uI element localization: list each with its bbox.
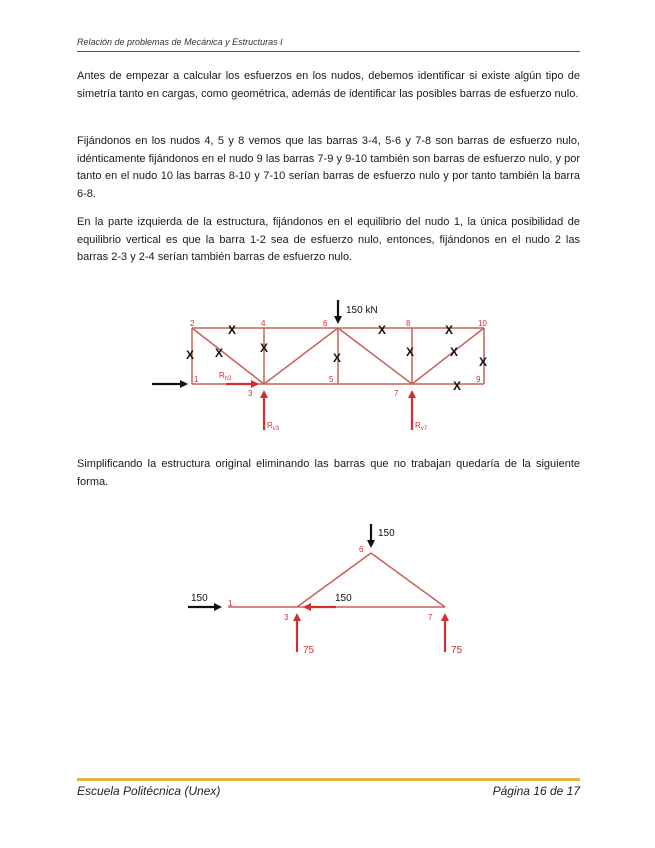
node-label-8: 8 [406, 319, 411, 328]
left-load-label: 150 [191, 593, 208, 604]
zero-force-mark: X [479, 355, 488, 369]
zero-force-mark: X [406, 345, 415, 359]
node-label-5: 5 [329, 375, 334, 384]
node-label-4: 4 [261, 319, 266, 328]
zero-force-mark: X [186, 348, 195, 362]
top-load-label: 150 [378, 528, 395, 539]
paragraph-1: Antes de empezar a calcular los esfuerzos en los nudos, debemos identificar si existe algún tipo de simetría tanto en cargas, como geométrica, además de identificar las posibles barras de esfuerzo nulo. [77, 70, 580, 100]
node-label-9: 9 [476, 375, 481, 384]
bar-6-7 [371, 553, 445, 607]
node-label-7: 7 [394, 389, 399, 398]
zero-force-mark: X [333, 351, 342, 365]
zero-force-mark: X [228, 323, 237, 337]
zero-force-mark: X [445, 323, 454, 337]
zero-force-mark: X [378, 323, 387, 337]
zero-force-mark: X [215, 346, 224, 360]
footer-school: Escuela Politécnica (Unex) [77, 784, 221, 798]
paragraph-2: Fijándonos en los nudos 4, 5 y 8 vemos que las barras 3-4, 5-6 y 7-8 son barras de esfuerzo nulo, idénticamente fijándonos en el nudo 9 las barras 7-9 y 9-10 también son barras de esfuerzo nulo, y por tanto en el nudo 10 las barras 8-10 y 7-10 serían barras de esfuerzo nulo y por tanto también la barra 6-8. [77, 135, 580, 200]
node-label-2: 2 [190, 319, 195, 328]
paragraph-3: En la parte izquierda de la estructura, fijándonos en el equilibrio del nudo 1, la única posibilidad de equilibrio vertical es que la barra 1-2 sea de esfuerzo nulo, entonces, fijándonos en el nudo 2 las barras 2-3 y 2-4 serían también barras de esfuerzo nulo. [77, 216, 580, 263]
zero-force-mark: X [453, 379, 462, 393]
header-title: Relación de problemas de Mecánica y Estructuras I [77, 37, 283, 47]
node-label-3: 3 [284, 613, 289, 622]
zero-force-mark: X [260, 341, 269, 355]
node-label-10: 10 [478, 319, 487, 328]
vertical-load-label: 150 kN [346, 305, 378, 316]
zero-force-mark: X [450, 345, 459, 359]
reaction-h3-label: $R_{h3}$ [219, 371, 232, 382]
bar-3-6 [297, 553, 371, 607]
node-label-6: 6 [323, 319, 328, 328]
node-label-6: 6 [359, 545, 364, 554]
reaction-v7-label: $R_{v7}$ [415, 421, 428, 432]
node-label-1: 1 [228, 599, 233, 608]
node-label-7: 7 [428, 613, 433, 622]
node-label-3: 3 [248, 389, 253, 398]
footer-page-number: Página 16 de 17 [492, 784, 580, 798]
reaction-3-label: 75 [303, 645, 315, 656]
paragraph-4: Simplificando la estructura original eliminando las barras que no trabajan quedaría de la siguiente forma. [77, 458, 580, 488]
bar-force-label: 150 [335, 593, 352, 604]
reaction-7-label: 75 [451, 645, 463, 656]
reaction-v3-label: $R_{v3}$ [267, 421, 280, 432]
node-label-1: 1 [194, 375, 199, 384]
footer-divider [77, 778, 580, 781]
